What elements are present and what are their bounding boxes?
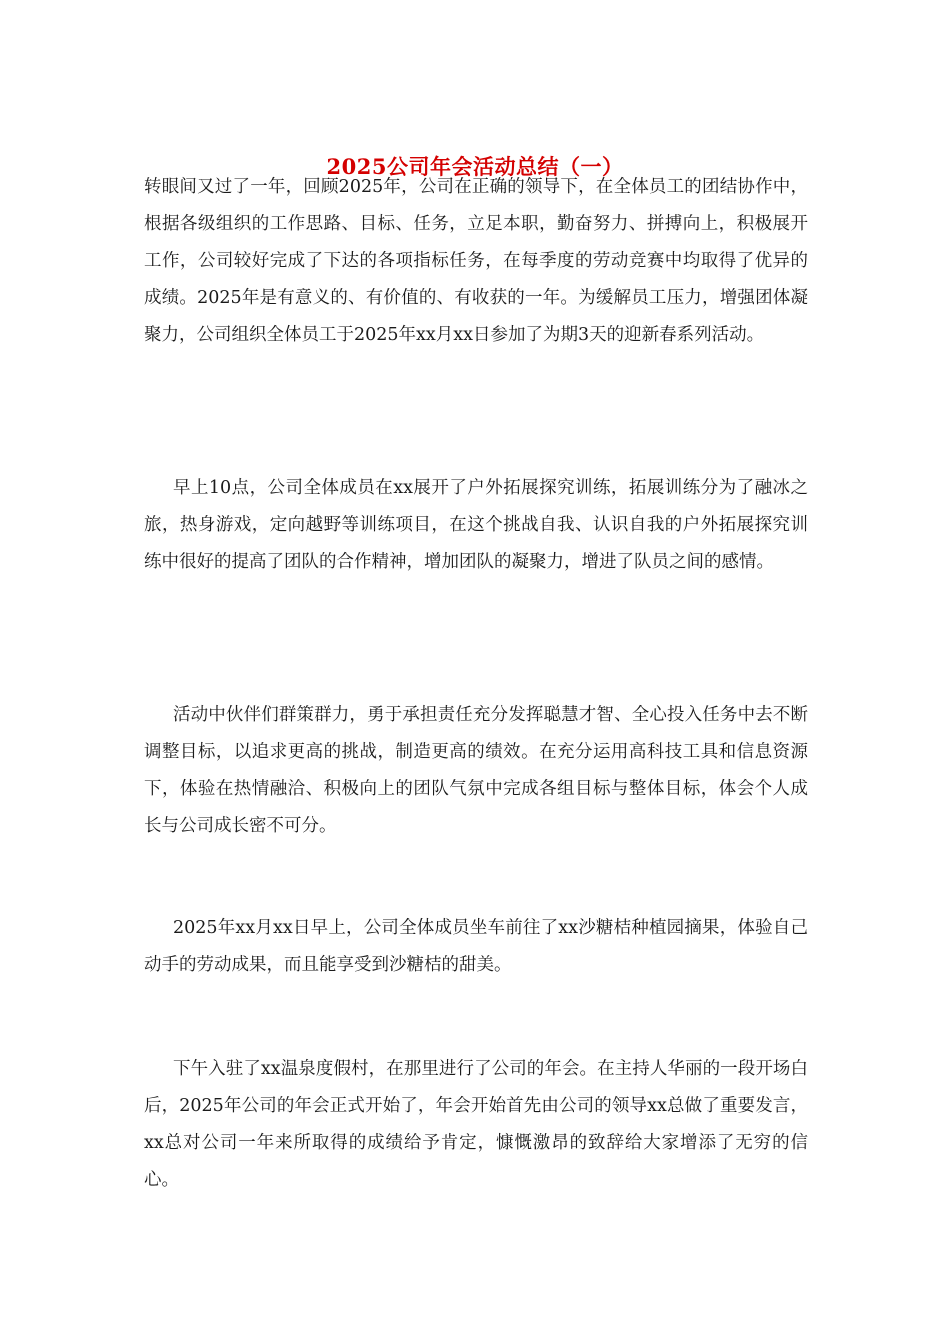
paragraph-teamwork: 活动中伙伴们群策群力，勇于承担责任充分发挥聪慧才智、全心投入任务中去不断调整目标，以追求更高的挑战，制造更高的绩效。在充分运用高科技工具和信息资源下，体验在热情融洽、积极向上的团队气氛中完成各组目标与整体目标，体会个人成长与公司成长密不可分。 (144, 705, 808, 836)
paragraph-annual-meeting: 下午入驻了xx温泉度假村，在那里进行了公司的年会。在主持人华丽的一段开场白后，2025年公司的年会正式开始了，年会开始首先由公司的领导xx总做了重要发言，xx总对公司一年来所取得的成绩给予肯定，慷慨激昂的致辞给大家增添了无穷的信心。 (144, 1059, 808, 1190)
document-title: 2025公司年会活动总结（一） (326, 154, 624, 179)
paragraph-outdoor-training: 早上10点，公司全体成员在xx展开了户外拓展探究训练，拓展训练分为了融冰之旅，热身游戏，定向越野等训练项目，在这个挑战自我、认识自我的户外拓展探究训练中很好的提高了团队的合作精神，增加团队的凝聚力，增进了队员之间的感情。 (144, 478, 808, 572)
paragraph-intro: 转眼间又过了一年，回顾2025年，公司在正确的领导下，在全体员工的团结协作中，根据各级组织的工作思路、目标、任务，立足本职，勤奋努力、拼搏向上，积极展开工作，公司较好完成了下达的各项指标任务，在每季度的劳动竞赛中均取得了优异的成绩。2025年是有意义的、有价值的、有收获的一年。为缓解员工压力，增强团体凝聚力，公司组织全体员工于2025年xx月xx日参加了为期3天的迎新春系列活动。 (144, 177, 808, 345)
paragraph-fruit-picking: 2025年xx月xx日早上，公司全体成员坐车前往了xx沙糖桔种植园摘果，体验自己动手的劳动成果，而且能享受到沙糖桔的甜美。 (144, 918, 808, 975)
